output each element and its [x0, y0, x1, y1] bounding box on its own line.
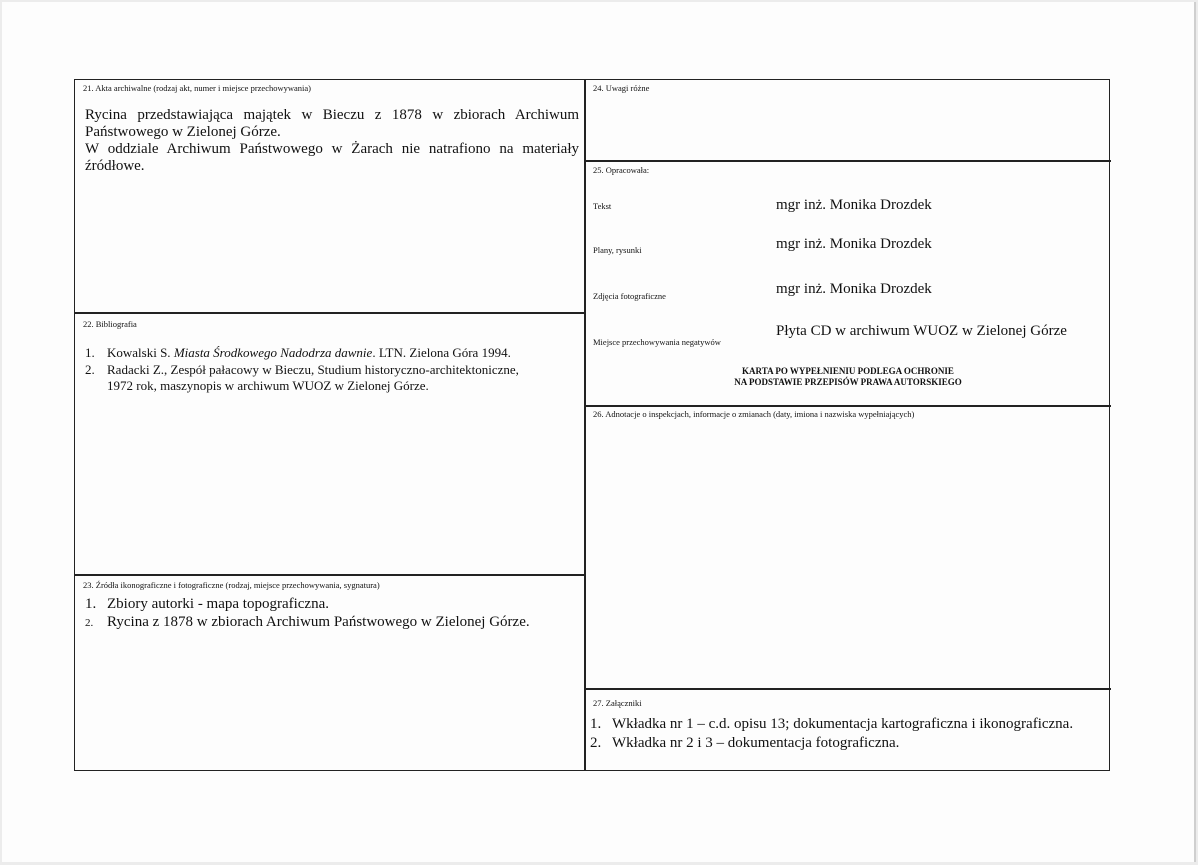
- document-sheet: [2, 2, 1196, 862]
- negatives-location-label: Miejsce przechowywania negatywów: [593, 337, 721, 347]
- divider-25-26: [585, 405, 1111, 407]
- attachment-text: Wkładka nr 2 i 3 – dokumentacja fotograficzna.: [612, 735, 900, 751]
- section-26-label: 26. Adnotacje o inspekcjach, informacje o zmianach (daty, imiona i nazwiska wypełniających): [593, 409, 915, 419]
- list-number: 2.: [85, 362, 95, 377]
- list-number: 1.: [85, 345, 95, 360]
- list-number: 2.: [85, 617, 94, 629]
- divider-24-25: [585, 160, 1111, 162]
- section-21-label: 21. Akta archiwalne (rodzaj akt, numer i miejsce przechowywania): [83, 83, 311, 93]
- divider-22-23: [75, 574, 585, 576]
- bibliography-publication: . LTN. Zielona Góra 1994.: [372, 345, 511, 360]
- copyright-notice-line-2: NA PODSTAWIE PRZEPISÓW PRAWA AUTORSKIEGO: [734, 377, 962, 387]
- bibliography-text-line-1: Radacki Z., Zespół pałacowy w Bieczu, Studium historyczno-architektoniczne,: [107, 362, 519, 377]
- section-23-label: 23. Źródła ikonograficzne i fotograficzne (rodzaj, miejsce przechowywania, sygnatura): [83, 580, 380, 590]
- prepared-text-label: Tekst: [593, 201, 612, 211]
- iconography-text: Rycina z 1878 w zbiorach Archiwum Państwowego w Zielonej Górze.: [107, 614, 530, 630]
- bibliography-item-2-cont: 1972 rok, maszynopis w archiwum WUOZ w Zielonej Górze.: [107, 378, 429, 393]
- attachment-text: Wkładka nr 1 – c.d. opisu 13; dokumentacja kartograficzna i ikonograficzna.: [612, 716, 1074, 732]
- section-24-label: 24. Uwagi różne: [593, 83, 650, 93]
- bibliography-author: Kowalski S.: [107, 345, 174, 360]
- bibliography-item-1: [85, 345, 511, 361]
- column-divider: [584, 80, 586, 770]
- prepared-plans-label: Plany, rysunki: [593, 245, 642, 255]
- negatives-location-value: Płyta CD w archiwum WUOZ w Zielonej Górze: [776, 323, 1067, 339]
- attachment-item-1: [590, 716, 1073, 733]
- section-21-paragraph-2: W oddziale Archiwum Państwowego w Żarach nie natrafiono na materiały źródłowe.: [85, 141, 579, 174]
- divider-21-22: [75, 312, 585, 314]
- bibliography-item-2: [85, 362, 519, 378]
- iconography-text: Zbiory autorki - mapa topograficzna.: [107, 596, 329, 612]
- prepared-photos-value: mgr inż. Monika Drozdek: [776, 281, 932, 297]
- attachment-item-2: [590, 735, 899, 752]
- list-number: 1.: [590, 716, 602, 732]
- iconography-item-1: [85, 596, 329, 613]
- bibliography-title: Miasta Środkowego Nadodrza dawnie: [173, 345, 373, 360]
- section-25-label: 25. Opracowała:: [593, 165, 650, 175]
- prepared-plans-value: mgr inż. Monika Drozdek: [776, 236, 932, 252]
- section-27-label: 27. Załączniki: [593, 698, 642, 708]
- section-22-label: 22. Bibliografia: [83, 319, 137, 329]
- divider-26-27: [585, 688, 1111, 690]
- list-number: 1.: [85, 596, 97, 612]
- prepared-photos-label: Zdjęcia fotograficzne: [593, 291, 666, 301]
- iconography-item-2: [85, 614, 530, 631]
- list-number: 2.: [590, 735, 602, 751]
- section-21-paragraph-1: Rycina przedstawiająca majątek w Bieczu z 1878 w zbiorach Archiwum Państwowego w Zielonej Górze.: [85, 107, 579, 140]
- section-21-body: [85, 107, 579, 175]
- record-form: [74, 79, 1110, 771]
- prepared-text-value: mgr inż. Monika Drozdek: [776, 197, 932, 213]
- copyright-notice-line-1: KARTA PO WYPEŁNIENIU PODLEGA OCHRONIE: [742, 366, 954, 376]
